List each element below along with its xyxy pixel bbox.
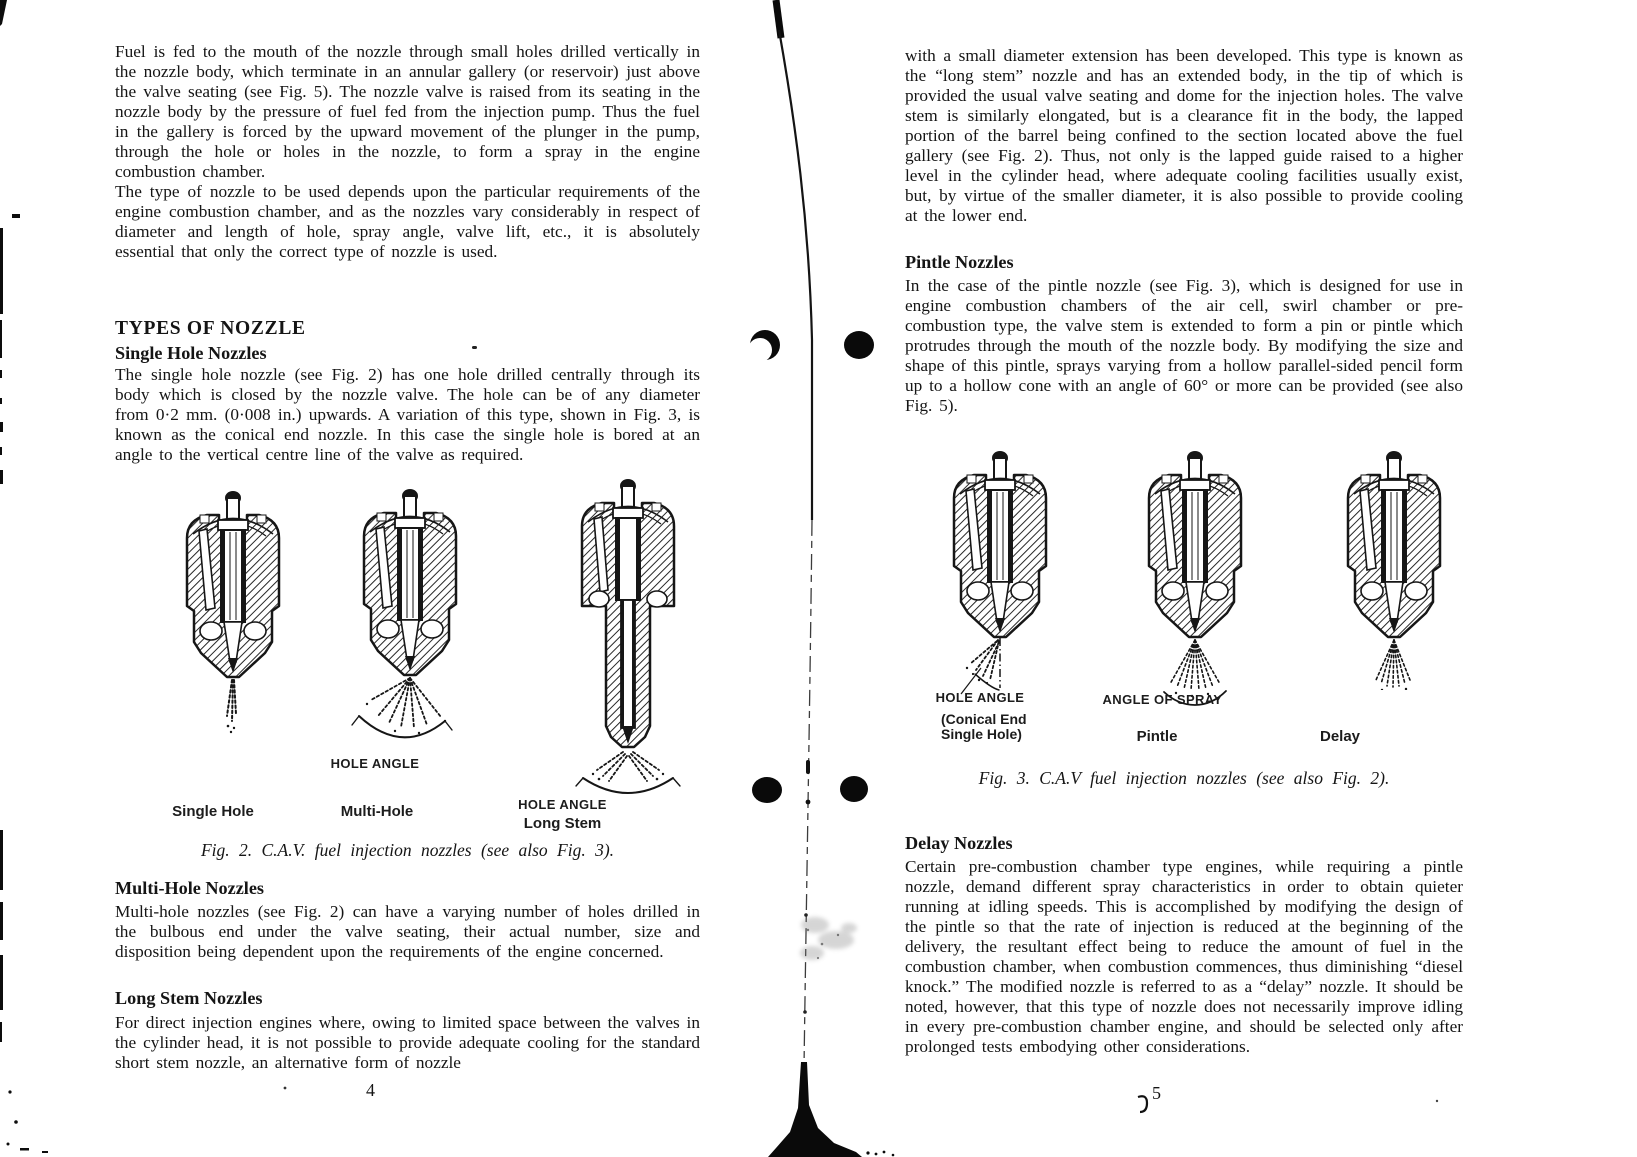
- figure2-label-multi-hole: Multi-Hole: [340, 803, 414, 820]
- ink-hook: [1138, 1096, 1147, 1112]
- figure2-label-long-stem: Long Stem: [523, 815, 602, 832]
- paragraph: Fuel is fed to the mouth of the nozzle through small holes drilled vertically in the nozzle body, which terminate in an annular gallery (or reservoir) just above the valve seating (see Fig. 5). The nozzle valve is raised from its seating in the nozzle body by the pressure of fuel fed from the injection pump. Thus the fuel in the gallery is forced by the upward movement of the plunger in the pump, through the hole or holes in the nozzle, to form a spray in the engine combustion chamber.: [115, 42, 700, 181]
- heading-delay-nozzles: Delay Nozzles: [905, 833, 1013, 853]
- figure3-label-delay: Delay: [1319, 728, 1361, 745]
- nozzle-diagram-delay: [1329, 450, 1459, 690]
- right-continuation-paragraph: with a small diameter extension has been developed. This type is known as the “long stem” nozzle and has an extended body, in the tip of which is provided the usual valve seating and dome for the injection holes. The valve stem is similarly elongated, but is a clearance fit in the body, the lapped portion of the barrel being confined to the section located above the fuel gallery (see Fig. 2). Thus, not only is the lapped guide raised to a higher level in the cylinder head, where adequate cooling facilities usually exist, but, by virtue of the smaller diameter, it is also possible to provide cooling at the lower end.: [905, 46, 1463, 225]
- heading-pintle-nozzles: Pintle Nozzles: [905, 252, 1014, 272]
- ink-dot: [752, 777, 782, 803]
- heading-multi-hole-nozzles: Multi-Hole Nozzles: [115, 878, 264, 898]
- edge-mark: [0, 0, 7, 26]
- section-heading-types-of-nozzle: TYPES OF NOZZLE: [115, 318, 306, 339]
- nozzle-diagram-conical-end: [935, 450, 1065, 695]
- scan-smudge: [800, 917, 857, 960]
- single-hole-paragraph: The single hole nozzle (see Fig. 2) has one hole drilled centrally through its body which is closed by the nozzle valve. The hole can be of any diameter from 0·2 mm. (0·008 in.) upwards. A variation of this type, shown in Fig. 3, is known as the conical end nozzle. In this case the single hole is bored at an angle to the vertical centre line of the valve as required.: [115, 365, 700, 464]
- nozzle-diagram-single-hole: [168, 490, 298, 740]
- multi-hole-paragraph: Multi-hole nozzles (see Fig. 2) can have a varying number of holes drilled in the bulbous end under the valve seating, their actual number, size and disposition being dependent upon the requirements of the engine concerned.: [115, 902, 700, 961]
- long-stem-paragraph: For direct injection engines where, owing to limited space between the valves in the cylinder head, it is not possible to provide adequate cooling for the standard short stem nozzle, an alternative form of nozzle: [115, 1013, 700, 1072]
- ink-dot: [844, 331, 874, 359]
- figure3-label-hole-angle: HOLE ANGLE: [935, 690, 1025, 705]
- binding-blob: [768, 1062, 862, 1157]
- figure3-caption: Fig. 3. C.A.V fuel injection nozzles (see also Fig. 2).: [978, 768, 1390, 788]
- nozzle-diagram-long-stem: [563, 478, 693, 798]
- page-number-right: 5: [1152, 1083, 1161, 1103]
- figure2-label-single-hole: Single Hole: [172, 803, 254, 820]
- nozzle-diagram-multi-hole: [345, 488, 475, 758]
- ink-speck: [472, 346, 477, 349]
- page-number-left: 4: [366, 1080, 375, 1100]
- figure2-caption: Fig. 2. C.A.V. fuel injection nozzles (see also Fig. 3).: [200, 840, 615, 860]
- delay-paragraph: Certain pre-combustion chamber type engines, while requiring a pintle nozzle, demand different spray characteristics in order to obtain quieter running at idling speeds. This is accomplished by modifying the design of the pintle so that the rate of injection is reduced at the beginning of the delivery, the resultant effect being to reduce the amount of fuel in the combustion chamber, when combustion commences, thus diminishing “diesel knock.” The modified nozzle is referred to as a “delay” nozzle. It should be noted, however, that this type of nozzle does not necessarily improve idling in every pre-combustion chamber engine, and should be selected only after prolonged tests embodying other considerations.: [905, 857, 1463, 1056]
- paragraph: The type of nozzle to be used depends upon the particular requirements of the engine combustion chamber, and as the nozzles vary considerably in respect of diameter and length of hole, spray angle, valve lift, etc., it is absolutely essential that only the correct type of nozzle is used.: [115, 182, 700, 261]
- figure2-label-hole-angle-longstem: HOLE ANGLE: [518, 797, 607, 812]
- pintle-paragraph: In the case of the pintle nozzle (see Fig. 3), which is designed for use in engine combustion chambers of the air cell, swirl chamber or pre-combustion type, the valve stem is extended to form a pin or pintle which protrudes through the mouth of the nozzle body. By modifying the size and shape of this pintle, sprays varying from a hollow parallel-sided pencil form up to a hollow cone with an angle of 60° or more can be provided (see also Fig. 5).: [905, 276, 1463, 415]
- nozzle-diagram-pintle: [1130, 450, 1260, 710]
- ink-crescent: [750, 330, 780, 360]
- left-intro-paragraphs: [115, 42, 700, 262]
- figure3-label-pintle: Pintle: [1136, 728, 1178, 745]
- figure3-label-angle-of-spray: ANGLE OF SPRAY: [1102, 692, 1223, 707]
- spine-mark-top: [776, 0, 781, 38]
- figure2-label-hole-angle-multi: HOLE ANGLE: [330, 756, 420, 771]
- figure3-label-conical-end: (Conical End Single Hole): [941, 711, 1027, 742]
- heading-single-hole-nozzles: Single Hole Nozzles: [115, 343, 267, 363]
- ink-dot: [840, 776, 868, 802]
- heading-long-stem-nozzles: Long Stem Nozzles: [115, 988, 263, 1008]
